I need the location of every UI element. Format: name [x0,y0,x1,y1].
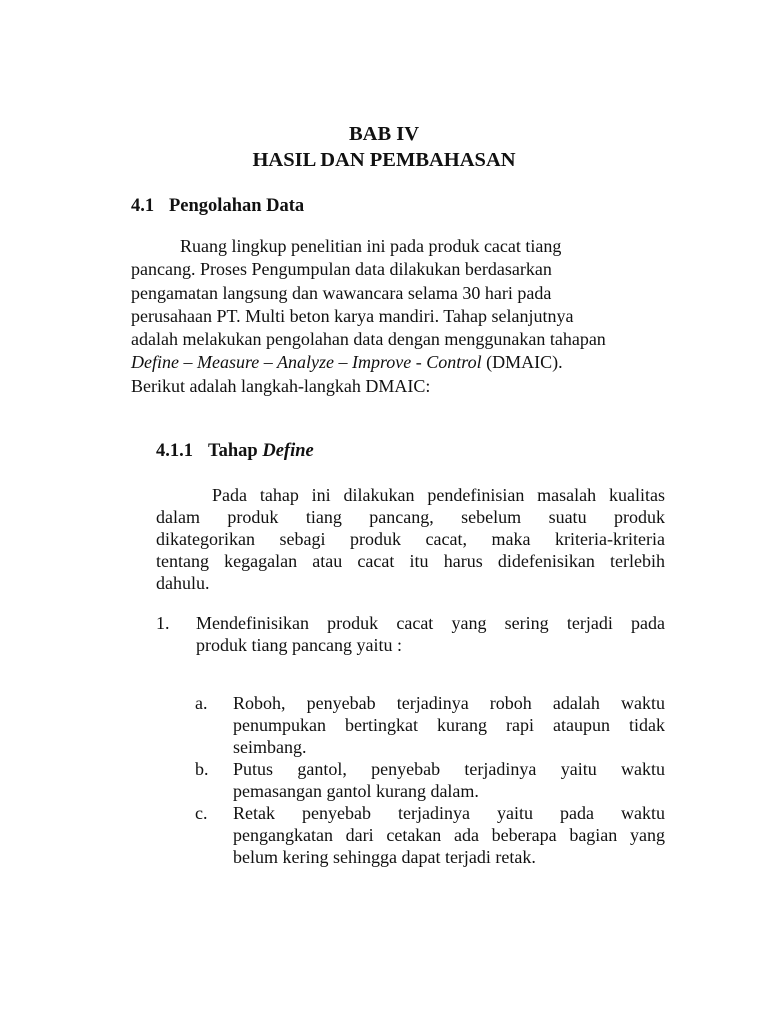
list-marker: b. [195,759,209,779]
section-number: 4.1 [131,196,155,216]
paragraph-line: Pada tahap ini dilakukan pendefinisian masalah kualitas [212,485,665,505]
list-item-line: pengangkatan dari cetakan ada beberapa bagian yang [233,825,665,845]
list-item-line: Roboh, penyebab terjadinya roboh adalah waktu [233,693,665,713]
paragraph-line: Berikut adalah langkah-langkah DMAIC: [131,375,431,396]
list-item-line: belum kering sehingga dapat terjadi retak. [233,847,536,867]
paragraph-line: adalah melakukan pengolahan data dengan menggunakan tahapan [131,329,606,350]
defect-item-roboh [195,692,665,758]
defect-list [195,692,665,868]
numbered-list-item [156,612,665,656]
defect-item-retak [195,802,665,868]
paragraph-line: dahulu. [156,573,210,593]
paragraph-line: pengamatan langsung dan wawancara selama 30 hari pada [131,282,552,303]
subsection-title-italic: Define [262,441,314,461]
list-item-line: Mendefinisikan produk cacat yang sering terjadi pada [196,613,665,633]
dmaic-phases-italic: Define – Measure – Analyze – Improve - Control [131,352,482,373]
paragraph-line: perusahaan PT. Multi beton karya mandiri. Tahap selanjutnya [131,305,574,326]
dmaic-abbrev: (DMAIC). [481,352,563,373]
paragraph-line: Ruang lingkup penelitian ini pada produk cacat tiang [180,236,562,256]
paragraph-line [131,351,656,374]
list-item-line: pemasangan gantol kurang dalam. [233,781,479,801]
list-marker: 1. [156,613,170,633]
subsection-heading [156,441,314,462]
list-item-line: Putus gantol, penyebab terjadinya yaitu waktu [233,759,665,779]
define-paragraph [156,484,665,594]
list-marker: c. [195,803,208,823]
chapter-title: HASIL DAN PEMBAHASAN [252,149,516,171]
list-item-line: seimbang. [233,737,307,757]
intro-paragraph [131,235,656,398]
list-marker: a. [195,693,208,713]
paragraph-line: dalam produk tiang pancang, sebelum suatu produk [156,507,665,527]
paragraph-line: dikategorikan sebagi produk cacat, maka kriteria-kriteria [156,529,665,549]
list-item-line: penumpukan bertingkat kurang rapi ataupun tidak [233,715,665,735]
defect-item-putus-gantol [195,758,665,802]
chapter-heading [0,121,768,173]
subsection-number: 4.1.1 [156,441,193,461]
chapter-number: BAB IV [348,123,420,145]
section-heading [131,196,304,217]
paragraph-line: pancang. Proses Pengumpulan data dilakukan berdasarkan [131,259,552,280]
paragraph-line: tentang kegagalan atau cacat itu harus didefenisikan terlebih [156,551,665,571]
list-item-line: Retak penyebab terjadinya yaitu pada waktu [233,803,665,823]
subsection-title-prefix: Tahap [208,441,263,461]
list-item-text [196,612,665,656]
list-item-line: produk tiang pancang yaitu : [196,635,402,655]
section-title: Pengolahan Data [169,196,305,216]
